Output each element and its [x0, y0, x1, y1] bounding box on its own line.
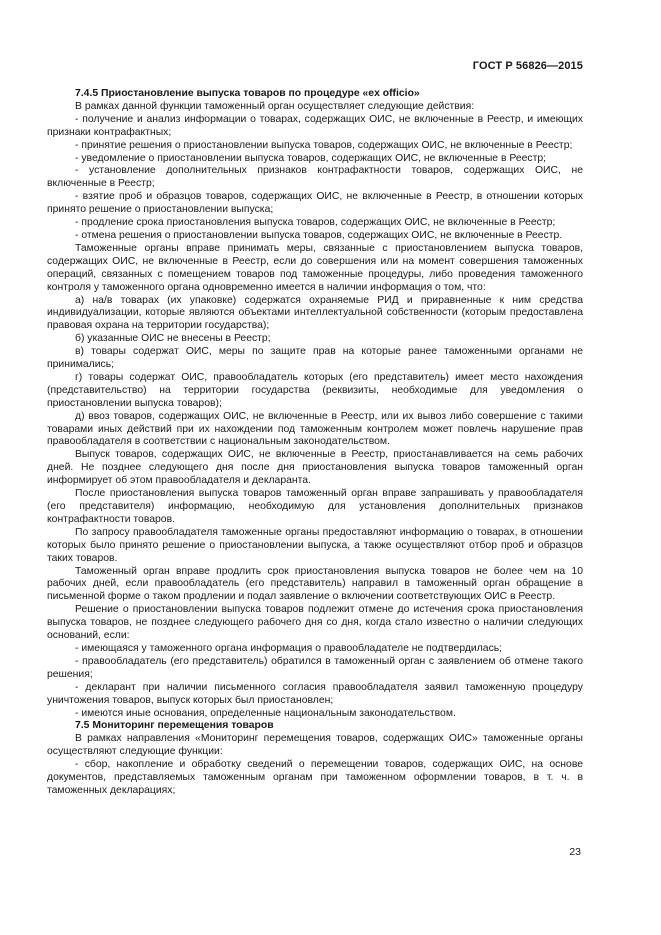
paragraph: г) товары содержат ОИС, правообладатель которых (его представитель) имеет место нахождения (представительство) на территории государства (реквизиты, необходимые для уведомления о приостановлении выпуска товаров); — [47, 371, 583, 409]
paragraph: После приостановления выпуска товаров таможенный орган вправе запрашивать у правообладателя (его представителя) информацию, необходимую для установления дополнительных признаков контрафактности товаров. — [47, 488, 583, 525]
paragraph: - продление срока приостановления выпуска товаров, содержащих ОИС, не включенные в Реестр; — [75, 217, 556, 229]
paragraph: В рамках данной функции таможенный орган осуществляет следующие действия: — [75, 100, 475, 112]
paragraph: - взятие проб и образцов товаров, содержащих ОИС, не включенные в Реестр, в отношении которых принято решение о приостановлении выпуска; — [47, 191, 583, 216]
paragraph: Таможенный орган вправе продлить срок приостановления выпуска товаров не более чем на 10 рабочих дней, если правообладатель (его представитель) направил в таможенный орган обращение в письменной форме о таком продлении и подал заявление о включении соответствующих ОИС в Реестр. — [47, 565, 583, 603]
paragraph: - отмена решения о приостановлении выпуска товаров, содержащих ОИС, не включенные в Реестр. — [75, 229, 563, 241]
paragraph: б) указанные ОИС не внесены в Реестр; — [75, 333, 271, 345]
paragraph: - установление дополнительных признаков контрафактности товаров, содержащих ОИС, не включенные в Реестр; — [47, 165, 583, 190]
document-code: ГОСТ Р 56826—2015 — [472, 60, 583, 72]
paragraph: В рамках направления «Мониторинг перемещения товаров, содержащих ОИС» таможенные органы осуществляют следующие функции: — [47, 733, 583, 758]
paragraph: - уведомление о приостановлении выпуска товаров, содержащих ОИС, не включенные в Реестр; — [75, 152, 547, 164]
document-body — [47, 88, 583, 798]
page-number: 23 — [569, 846, 581, 858]
section-heading: 7.5 Мониторинг перемещения товаров — [75, 720, 274, 732]
paragraph: - декларант при наличии письменного согласия правообладателя заявил таможенную процедуру уничтожения товаров, выпуск которых был приостановлен; — [47, 681, 583, 706]
paragraph: Таможенные органы вправе принимать меры, связанные с приостановлением выпуска товаров, содержащих ОИС, не включенные в Реестр, если до совершения или на момент совершения таможенных операций, связанных с помещением товаров под таможенные процедуры, либо проведения таможенного контроля у таможенного органа одновременно имеется в наличии информация о том, что: — [47, 242, 583, 293]
section-heading: 7.4.5 Приостановление выпуска товаров по процедуре «ex officio» — [75, 88, 420, 99]
paragraph: д) ввоз товаров, содержащих ОИС, не включенные в Реестр, или их вывоз либо совершение с такими товарами иных действий при их нахождении под таможенным контролем может повлечь нарушение прав правообладателя в соответствии с национальным законодательством. — [47, 410, 583, 448]
paragraph: Решение о приостановлении выпуска товаров подлежит отмене до истечения срока приостановления выпуска товаров, не позднее следующего рабочего дня со дня, когда стало известно о наличии следующих оснований, если: — [47, 604, 583, 642]
paragraph: - имеющаяся у таможенного органа информация о правообладателе не подтвердилась; — [75, 642, 503, 654]
paragraph: - принятие решения о приостановлении выпуска товаров, содержащих ОИС, не включенные в Реестр; — [75, 139, 573, 151]
paragraph: а) на/в товарах (их упаковке) содержатся охраняемые РИД и приравненные к ним средства индивидуализации, которые являются объектами интеллектуальной собственности (которым предоставлена правовая охрана на территории государства); — [47, 294, 583, 332]
paragraph: в) товары содержат ОИС, меры по защите прав на которые ранее таможенными органами не принимались; — [47, 346, 583, 371]
paragraph: По запросу правообладателя таможенные органы предоставляют информацию о товарах, в отношении которых было принято решение о приостановлении выпуска, а также осуществляют отбор проб и образцов таких товаров. — [47, 526, 583, 564]
paragraph: - получение и анализ информации о товарах, содержащих ОИС, не включенные в Реестр, и имеющих признаки контрафактных; — [47, 113, 583, 138]
paragraph: - правообладатель (его представитель) обратился в таможенный орган с заявлением об отмене такого решения; — [47, 655, 583, 680]
paragraph: Выпуск товаров, содержащих ОИС, не включенные в Реестр, приостанавливается на семь рабочих дней. Не позднее следующего дня после дня приостановления выпуска товаров таможенный орган информирует об этом правообладателя и декларанта. — [47, 449, 583, 487]
paragraph: - имеются иные основания, определенные национальным законодательством. — [75, 707, 456, 719]
paragraph: - сбор, накопление и обработку сведений о перемещении товаров, содержащих ОИС, на основе документов, представляемых таможенным органам при таможенном оформлении товаров, в т. ч. в таможенных декларациях; — [47, 759, 583, 796]
